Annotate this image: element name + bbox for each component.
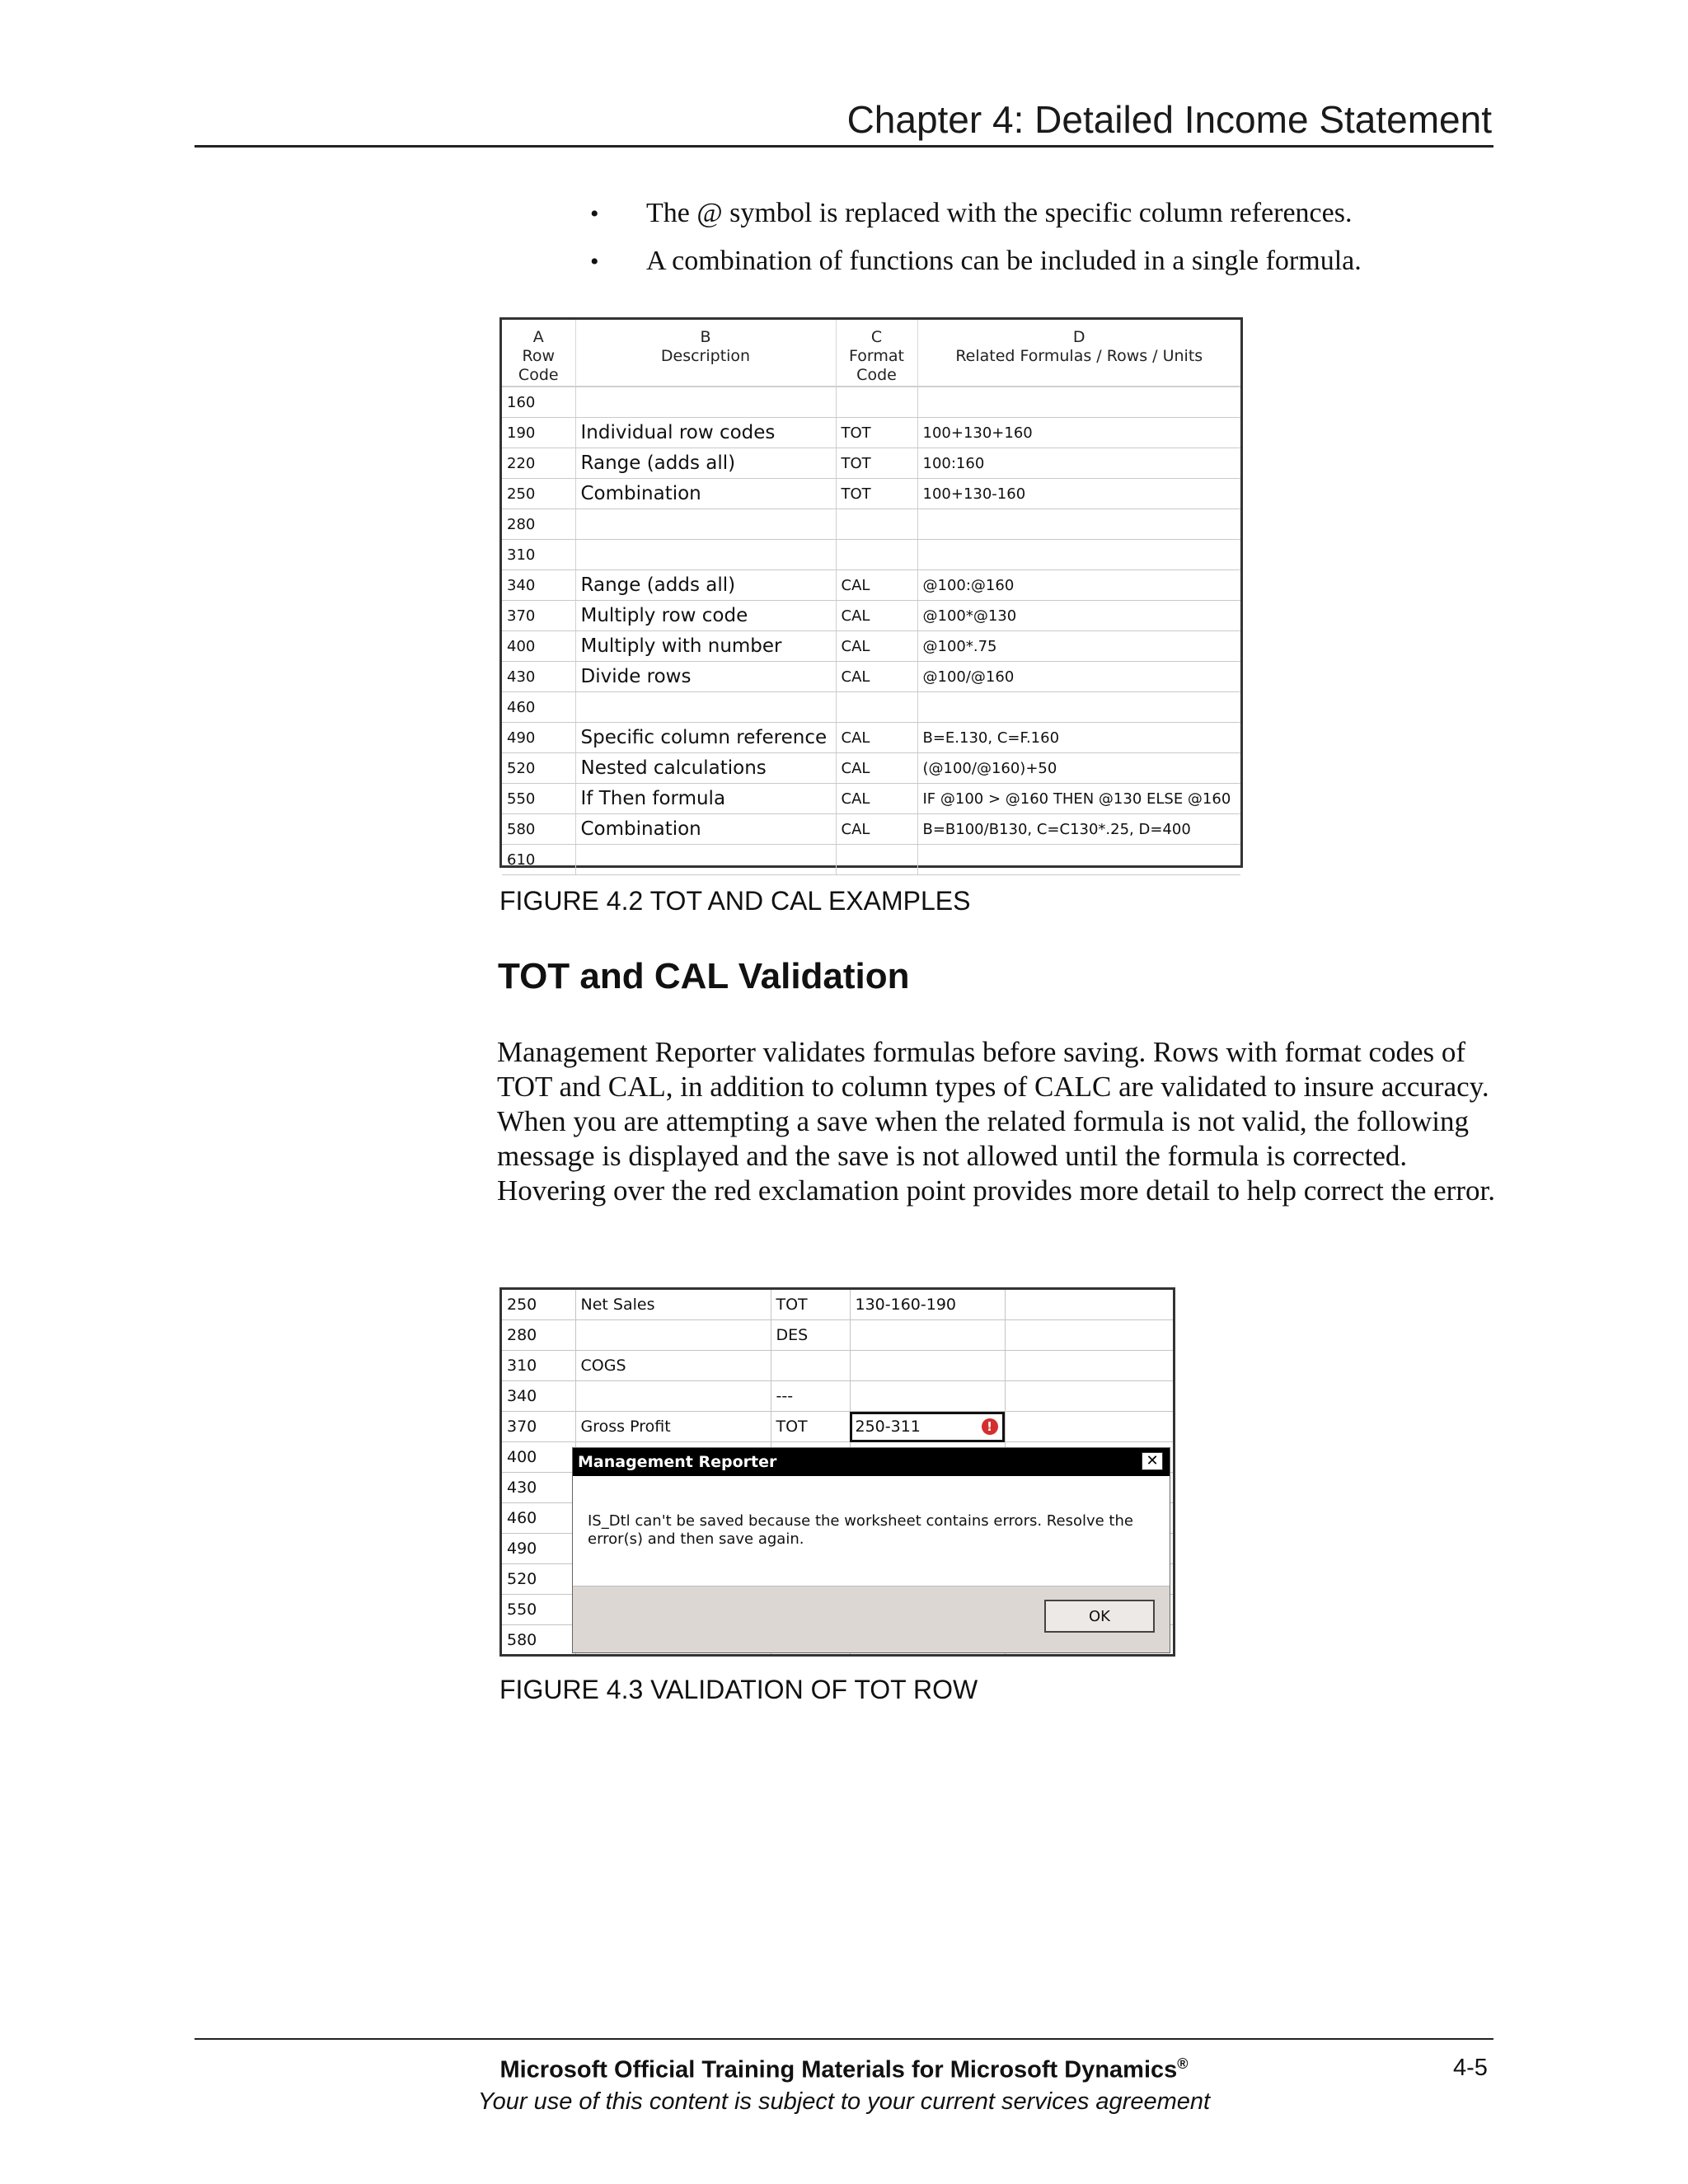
cell-code[interactable]: 190 bbox=[502, 418, 575, 448]
cell-code[interactable]: 460 bbox=[502, 1503, 575, 1534]
table-row bbox=[502, 1381, 1173, 1412]
cell-code[interactable]: 490 bbox=[502, 723, 575, 753]
dialog-footer bbox=[573, 1586, 1170, 1652]
bullet-text: A combination of functions can be included in a single formula. bbox=[646, 246, 1362, 276]
cell-description[interactable]: Gross Profit bbox=[575, 1412, 771, 1442]
cell-format[interactable]: CAL bbox=[836, 814, 917, 845]
cell-format[interactable]: CAL bbox=[836, 723, 917, 753]
table-row bbox=[502, 723, 1240, 753]
cell-format[interactable]: TOT bbox=[836, 418, 917, 448]
cell-formula[interactable] bbox=[850, 1351, 1005, 1381]
cell-format[interactable]: CAL bbox=[836, 784, 917, 814]
body-paragraph: Management Reporter validates formulas before saving. Rows with format codes of TOT and CAL, in addition to column types of CALC are validated to insure accuracy. When you are attempting a save when the related formula is not valid, the following message is displayed and the save is not allowed until the formula is corrected. Hovering over the red exclamation point provides more detail to help correct the error. bbox=[497, 1036, 1495, 1207]
cell-format[interactable] bbox=[836, 387, 917, 418]
cell-code[interactable]: 250 bbox=[502, 479, 575, 509]
cell-formula[interactable]: @100/@160 bbox=[917, 662, 1240, 692]
cell-formula[interactable]: 250-311 ! bbox=[850, 1412, 1005, 1442]
cell-format[interactable]: CAL bbox=[836, 662, 917, 692]
table-row bbox=[502, 509, 1240, 540]
cell-formula[interactable]: @100:@160 bbox=[917, 570, 1240, 601]
cell-description[interactable]: Net Sales bbox=[575, 1290, 771, 1320]
cell-format[interactable]: DES bbox=[771, 1320, 850, 1351]
cell-description[interactable] bbox=[575, 540, 836, 570]
cell-code[interactable]: 580 bbox=[502, 814, 575, 845]
cell-formula[interactable]: B=B100/B130, C=C130*.25, D=400 bbox=[917, 814, 1240, 845]
table-row bbox=[502, 814, 1240, 845]
cell-description[interactable]: Divide rows bbox=[575, 662, 836, 692]
cell-empty[interactable] bbox=[1005, 1351, 1173, 1381]
cell-description[interactable] bbox=[575, 845, 836, 875]
column-header bbox=[502, 320, 575, 387]
column-letter: D bbox=[1072, 328, 1085, 346]
tot-cal-examples-grid bbox=[499, 317, 1243, 868]
column-title: Row Code bbox=[518, 347, 559, 384]
table-row bbox=[502, 1351, 1173, 1381]
cell-description[interactable] bbox=[575, 692, 836, 723]
table-row bbox=[502, 631, 1240, 662]
error-dialog bbox=[572, 1447, 1170, 1653]
cell-code[interactable]: 550 bbox=[502, 784, 575, 814]
column-title: Related Formulas / Rows / Units bbox=[955, 347, 1203, 365]
cell-description[interactable]: Multiply with number bbox=[575, 631, 836, 662]
page-number: 4-5 bbox=[1453, 2055, 1488, 2081]
cell-code[interactable]: 340 bbox=[502, 1381, 575, 1412]
table-row bbox=[502, 753, 1240, 784]
cell-format[interactable]: --- bbox=[771, 1381, 850, 1412]
cell-formula[interactable] bbox=[917, 387, 1240, 418]
cell-empty[interactable] bbox=[1005, 1412, 1173, 1442]
bullet-item bbox=[590, 198, 1362, 246]
cell-description[interactable] bbox=[575, 509, 836, 540]
bullet-dot-icon: • bbox=[590, 248, 599, 275]
cell-formula[interactable]: 100+130+160 bbox=[917, 418, 1240, 448]
dialog-title: Management Reporter bbox=[578, 1453, 777, 1471]
cell-code[interactable]: 220 bbox=[502, 448, 575, 479]
registered-mark: ® bbox=[1177, 2055, 1189, 2072]
cell-code[interactable]: 520 bbox=[502, 753, 575, 784]
cell-description[interactable]: COGS bbox=[575, 1351, 771, 1381]
column-header bbox=[917, 320, 1240, 387]
bullet-list bbox=[590, 198, 1362, 293]
cell-description[interactable]: Specific column reference bbox=[575, 723, 836, 753]
cell-description[interactable]: Range (adds all) bbox=[575, 448, 836, 479]
cell-format[interactable]: CAL bbox=[836, 601, 917, 631]
cell-format[interactable] bbox=[836, 540, 917, 570]
cell-formula[interactable] bbox=[917, 509, 1240, 540]
footer-notice: Your use of this content is subject to your current services agreement bbox=[477, 2088, 1211, 2115]
cell-code[interactable]: 550 bbox=[502, 1595, 575, 1625]
cell-formula[interactable]: B=E.130, C=F.160 bbox=[917, 723, 1240, 753]
cell-format[interactable]: TOT bbox=[771, 1290, 850, 1320]
cell-code[interactable]: 310 bbox=[502, 1351, 575, 1381]
cell-format[interactable]: TOT bbox=[836, 448, 917, 479]
table-row bbox=[502, 662, 1240, 692]
cell-description[interactable]: Individual row codes bbox=[575, 418, 836, 448]
cell-description[interactable] bbox=[575, 1320, 771, 1351]
cell-code[interactable]: 430 bbox=[502, 662, 575, 692]
bullet-text: The @ symbol is replaced with the specific column references. bbox=[646, 198, 1353, 228]
cell-code[interactable]: 310 bbox=[502, 540, 575, 570]
cell-format[interactable]: TOT bbox=[836, 479, 917, 509]
cell-code[interactable]: 160 bbox=[502, 387, 575, 418]
cell-formula[interactable]: 130-160-190 bbox=[850, 1290, 1005, 1320]
cell-code[interactable]: 400 bbox=[502, 1442, 575, 1473]
ok-button[interactable]: OK bbox=[1044, 1600, 1155, 1633]
table-row bbox=[502, 418, 1240, 448]
cell-formula[interactable] bbox=[850, 1320, 1005, 1351]
cell-format[interactable]: CAL bbox=[836, 570, 917, 601]
column-letter: A bbox=[532, 328, 544, 346]
table-row bbox=[502, 1412, 1173, 1442]
cell-formula[interactable] bbox=[917, 845, 1240, 875]
footer-title bbox=[0, 2055, 1688, 2084]
cell-format[interactable] bbox=[836, 509, 917, 540]
cell-format[interactable]: CAL bbox=[836, 631, 917, 662]
column-letter: C bbox=[870, 328, 883, 346]
footer-divider bbox=[195, 2038, 1493, 2040]
cell-formula[interactable] bbox=[850, 1381, 1005, 1412]
cell-code[interactable]: 280 bbox=[502, 509, 575, 540]
cell-code[interactable]: 520 bbox=[502, 1564, 575, 1595]
table-row bbox=[502, 692, 1240, 723]
cell-formula[interactable]: 100+130-160 bbox=[917, 479, 1240, 509]
cell-formula[interactable]: @100*.75 bbox=[917, 631, 1240, 662]
cell-format[interactable]: TOT bbox=[771, 1412, 850, 1442]
table-row bbox=[502, 784, 1240, 814]
cell-format[interactable] bbox=[836, 692, 917, 723]
cell-formula[interactable]: 100:160 bbox=[917, 448, 1240, 479]
column-letter: B bbox=[700, 328, 711, 346]
table-row bbox=[502, 570, 1240, 601]
cell-code[interactable]: 490 bbox=[502, 1534, 575, 1564]
figure-caption: FIGURE 4.2 TOT AND CAL EXAMPLES bbox=[499, 886, 971, 916]
figure-caption: FIGURE 4.3 VALIDATION OF TOT ROW bbox=[499, 1675, 978, 1704]
table-row bbox=[502, 1320, 1173, 1351]
cell-code[interactable]: 460 bbox=[502, 692, 575, 723]
cell-code[interactable]: 370 bbox=[502, 1412, 575, 1442]
table-row bbox=[502, 1290, 1173, 1320]
table-row bbox=[502, 387, 1240, 418]
cell-description[interactable]: If Then formula bbox=[575, 784, 836, 814]
close-icon[interactable]: ✕ bbox=[1142, 1452, 1163, 1470]
cell-code[interactable]: 610 bbox=[502, 845, 575, 875]
column-title: Format Code bbox=[849, 347, 904, 384]
cell-code[interactable]: 400 bbox=[502, 631, 575, 662]
error-exclamation-icon[interactable]: ! bbox=[982, 1418, 998, 1435]
table-row bbox=[502, 448, 1240, 479]
table-row bbox=[502, 540, 1240, 570]
cell-description[interactable]: Nested calculations bbox=[575, 753, 836, 784]
section-heading: TOT and CAL Validation bbox=[498, 956, 910, 996]
cell-format[interactable]: CAL bbox=[836, 753, 917, 784]
cell-formula[interactable] bbox=[917, 540, 1240, 570]
chapter-title: Chapter 4: Detailed Income Statement bbox=[846, 98, 1492, 141]
cell-description[interactable]: Combination bbox=[575, 479, 836, 509]
cell-description[interactable]: Range (adds all) bbox=[575, 570, 836, 601]
table-row bbox=[502, 479, 1240, 509]
table-row bbox=[502, 601, 1240, 631]
cell-code[interactable]: 580 bbox=[502, 1625, 575, 1656]
cell-code[interactable]: 280 bbox=[502, 1320, 575, 1351]
cell-description[interactable]: Combination bbox=[575, 814, 836, 845]
column-header bbox=[575, 320, 836, 387]
dialog-message: IS_Dtl can't be saved because the worksheet contains errors. Resolve the error(s) and then save again. bbox=[588, 1512, 1133, 1548]
cell-formula[interactable] bbox=[917, 692, 1240, 723]
bullet-item bbox=[590, 246, 1362, 293]
footer-title-text: Microsoft Official Training Materials for Microsoft Dynamics bbox=[499, 2056, 1178, 2083]
cell-format[interactable] bbox=[836, 845, 917, 875]
cell-code[interactable]: 370 bbox=[502, 601, 575, 631]
cell-formula[interactable]: (@100/@160)+50 bbox=[917, 753, 1240, 784]
cell-empty[interactable] bbox=[1005, 1290, 1173, 1320]
cell-format[interactable] bbox=[771, 1351, 850, 1381]
cell-empty[interactable] bbox=[1005, 1320, 1173, 1351]
cell-formula[interactable]: IF @100 > @160 THEN @130 ELSE @160 bbox=[917, 784, 1240, 814]
column-header bbox=[836, 320, 917, 387]
cell-code[interactable]: 430 bbox=[502, 1473, 575, 1503]
cell-empty[interactable] bbox=[1005, 1381, 1173, 1412]
cell-code[interactable]: 250 bbox=[502, 1290, 575, 1320]
cell-description[interactable]: Multiply row code bbox=[575, 601, 836, 631]
cell-code[interactable]: 340 bbox=[502, 570, 575, 601]
column-title: Description bbox=[660, 347, 751, 365]
dialog-titlebar bbox=[573, 1448, 1170, 1476]
bullet-dot-icon: • bbox=[590, 200, 599, 227]
cell-description[interactable] bbox=[575, 1381, 771, 1412]
cell-description[interactable] bbox=[575, 387, 836, 418]
header-divider bbox=[195, 145, 1493, 148]
cell-formula[interactable]: @100*@130 bbox=[917, 601, 1240, 631]
table-row bbox=[502, 845, 1240, 875]
